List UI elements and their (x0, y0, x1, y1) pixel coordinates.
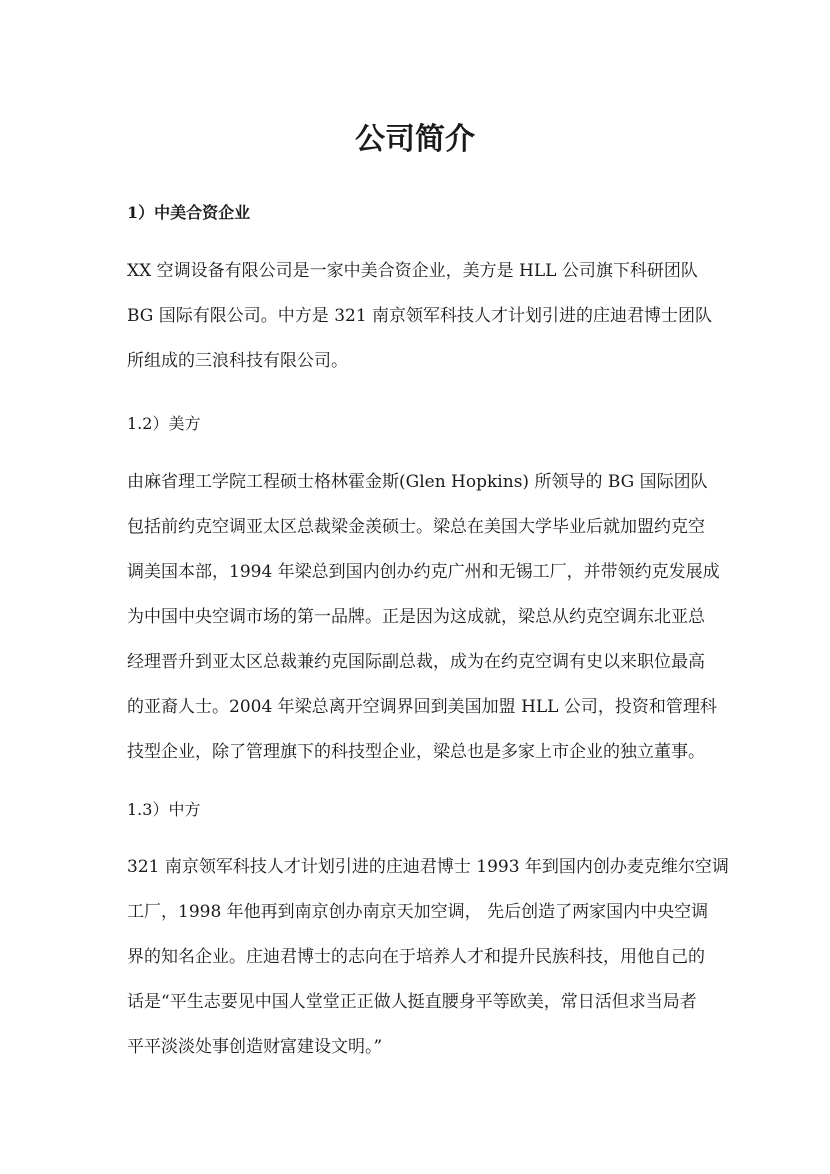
text-line: 所组成的三浪科技有限公司。 (127, 351, 348, 371)
text-line: 平平淡淡处事创造财富建设文明。” (127, 1037, 383, 1057)
text-line: 为中国中央空调市场的第一品牌。正是因为这成就，梁总从约克空调东北亚总 (127, 607, 705, 627)
text-line: 由麻省理工学院工程硕士格林霍金斯(Glen Hopkins) 所领导的 BG 国际团队 (127, 472, 708, 492)
text-line: 的亚裔人士。2004 年梁总离开空调界回到美国加盟 HLL 公司，投资和管理科 (127, 697, 717, 717)
paragraph (127, 845, 729, 1070)
section-heading: 1.2）美方 (127, 414, 201, 433)
text-line: 调美国本部，1994 年梁总到国内创办约克广州和无锡工厂，并带领约克发展成 (127, 562, 720, 582)
text-line: 321 南京领军科技人才计划引进的庄迪君博士 1993 年到国内创办麦克维尔空调 (127, 857, 729, 877)
paragraph (127, 249, 713, 384)
text-line: 工厂，1998 年他再到南京创办南京天加空调， 先后创造了两家国内中央空调 (127, 902, 709, 922)
text-line: 界的知名企业。庄迪君博士的志向在于培养人才和提升民族科技，用他自己的 (127, 947, 705, 967)
paragraph (127, 460, 720, 775)
text-line: XX 空调设备有限公司是一家中美合资企业，美方是 HLL 公司旗下科研团队 (127, 261, 698, 281)
text-line: 技型企业，除了管理旗下的科技型企业，梁总也是多家上市企业的独立董事。 (127, 742, 705, 762)
text-line: BG 国际有限公司。中方是 321 南京领军科技人才计划引进的庄迪君博士团队 (127, 306, 713, 326)
page-title: 公司简介 (355, 122, 475, 157)
text-line: 话是“平生志要见中国人堂堂正正做人挺直腰身平等欧美，常日活但求当局者 (127, 992, 697, 1012)
text-line: 经理晋升到亚太区总裁兼约克国际副总裁，成为在约克空调有史以来职位最高 (127, 652, 705, 672)
section-heading: 1.3）中方 (127, 800, 201, 819)
section-heading: 1）中美合资企业 (127, 203, 251, 222)
text-line: 包括前约克空调亚太区总裁梁金羡硕士。梁总在美国大学毕业后就加盟约克空 (127, 517, 705, 537)
